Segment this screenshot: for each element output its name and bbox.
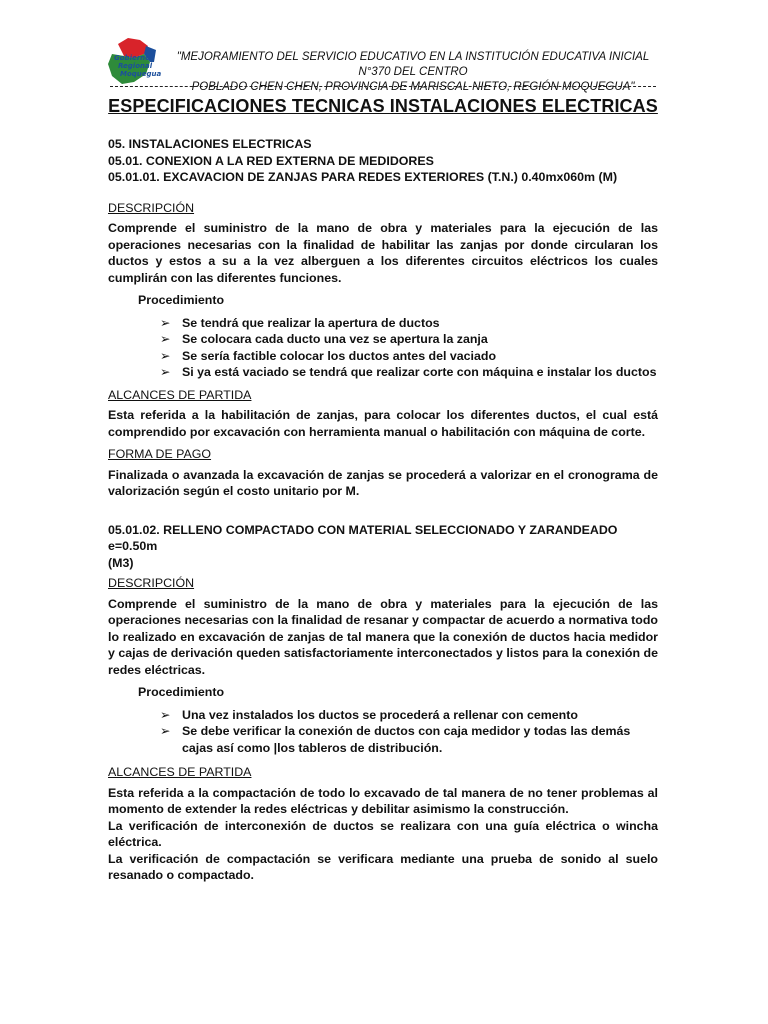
section-heading-050102: 05.01.02. RELLENO COMPACTADO CON MATERIAL SELECCIONADO Y ZARANDEADO e=0.50m — [108, 522, 618, 553]
list-item: ➢ Una vez instalados los ductos se procederá a rellenar con cemento — [160, 707, 578, 722]
logo-text-line: Moquegua — [120, 70, 162, 78]
alcances-paragraph: Esta referida a la habilitación de zanjas, para colocar los diferentes ductos, el cual está comprendido por excavación con herramienta manual o habilitación con máquina de corte. — [108, 408, 658, 439]
header-divider — [110, 86, 656, 87]
gobierno-regional-moquegua-logo — [104, 36, 166, 88]
procedimiento-list — [108, 315, 658, 381]
document-header — [104, 36, 660, 92]
project-title-line-2: POBLADO CHEN CHEN, PROVINCIA DE MARISCAL NIETO, REGIÓN MOQUEGUA" — [191, 81, 635, 93]
forma-pago-heading: FORMA DE PAGO — [108, 447, 212, 461]
forma-pago-paragraph: Finalizada o avanzada la excavación de zanjas se procederá a valorizar en el cronograma de valorización según el costo unitario por M. — [108, 467, 658, 498]
section-heading-050102-unit: (M3) — [108, 555, 134, 570]
project-title — [168, 50, 658, 95]
list-item: ➢ Si ya está vaciado se tendrá que realizar corte con máquina e instalar los ductos — [160, 365, 657, 379]
section-heading-050101: 05.01.01. EXCAVACION DE ZANJAS PARA REDES EXTERIORES (T.N.) 0.40mx060m (M) — [108, 170, 618, 184]
arrow-bullet-icon: ➢ — [160, 315, 171, 330]
arrow-bullet-icon: ➢ — [160, 332, 171, 346]
logo-text-line: Regional — [118, 62, 153, 70]
list-item: ➢ Se sería factible colocar los ductos antes del vaciado — [160, 348, 497, 363]
logo-text-line: Gobierno — [114, 54, 150, 62]
alcances-paragraph: La verificación de compactación se verificara mediante una prueba de sonido al suelo resanado o compactado. — [108, 851, 658, 882]
page-title: ESPECIFICACIONES TECNICAS INSTALACIONES ELECTRICAS — [108, 96, 658, 116]
procedimiento-heading: Procedimiento — [138, 685, 225, 699]
arrow-bullet-icon: ➢ — [160, 348, 171, 363]
arrow-bullet-icon: ➢ — [160, 365, 171, 379]
descripcion-paragraph: Comprende el suministro de la mano de obra y materiales para la ejecución de las operaciones necesarias con la finalidad de resanar y compactar de acuerdo a normativa todo lo realizado en excavación de zanjas de tal manera que la conexión de ductos hacia medidor y cajas de derivación queden satisfactoriamente interconectados y listos para la conexión de redes eléctricas. — [108, 596, 658, 677]
arrow-bullet-icon: ➢ — [160, 724, 171, 738]
descripcion-heading: DESCRIPCIÓN — [108, 200, 195, 215]
document-body — [108, 136, 658, 884]
list-item: ➢ Se tendrá que realizar la apertura de ductos — [160, 315, 440, 330]
descripcion-paragraph: Comprende el suministro de la mano de obra y materiales para la ejecución de las operaciones necesarias con la finalidad de habilitar las zanjas por donde circularan los ductos y estos a su a la vez alberguen a los diferentes circuitos eléctricos los cuales cumplirán con las diferentes funciones. — [108, 221, 658, 285]
procedimiento-heading: Procedimiento — [138, 293, 225, 307]
procedimiento-list — [108, 707, 658, 757]
alcances-heading: ALCANCES DE PARTIDA — [108, 387, 252, 402]
section-heading-0501: 05.01. CONEXION A LA RED EXTERNA DE MEDIDORES — [108, 153, 434, 168]
alcances-paragraph: Esta referida a la compactación de todo lo excavado de tal manera de no tener problemas al momento de extender la redes eléctricas y debilitar asimismo la construcción. — [108, 785, 658, 816]
arrow-bullet-icon: ➢ — [160, 707, 171, 722]
descripcion-heading: DESCRIPCIÓN — [108, 576, 195, 590]
list-item: ➢ Se debe verificar la conexión de ductos con caja medidor y todas las demás cajas así como |los tableros de distribución. — [160, 724, 631, 755]
section-heading-05: 05. INSTALACIONES ELECTRICAS — [108, 137, 312, 151]
list-item: ➢ Se colocara cada ducto una vez se apertura la zanja — [160, 332, 488, 346]
alcances-paragraph: La verificación de interconexión de ductos se realizara con una guía eléctrica o wincha eléctrica. — [108, 818, 658, 849]
alcances-heading: ALCANCES DE PARTIDA — [108, 765, 252, 779]
project-title-line-1: "MEJORAMIENTO DEL SERVICIO EDUCATIVO EN LA INSTITUCIÓN EDUCATIVA INICIAL N°370 DEL CENTRO — [176, 51, 650, 78]
